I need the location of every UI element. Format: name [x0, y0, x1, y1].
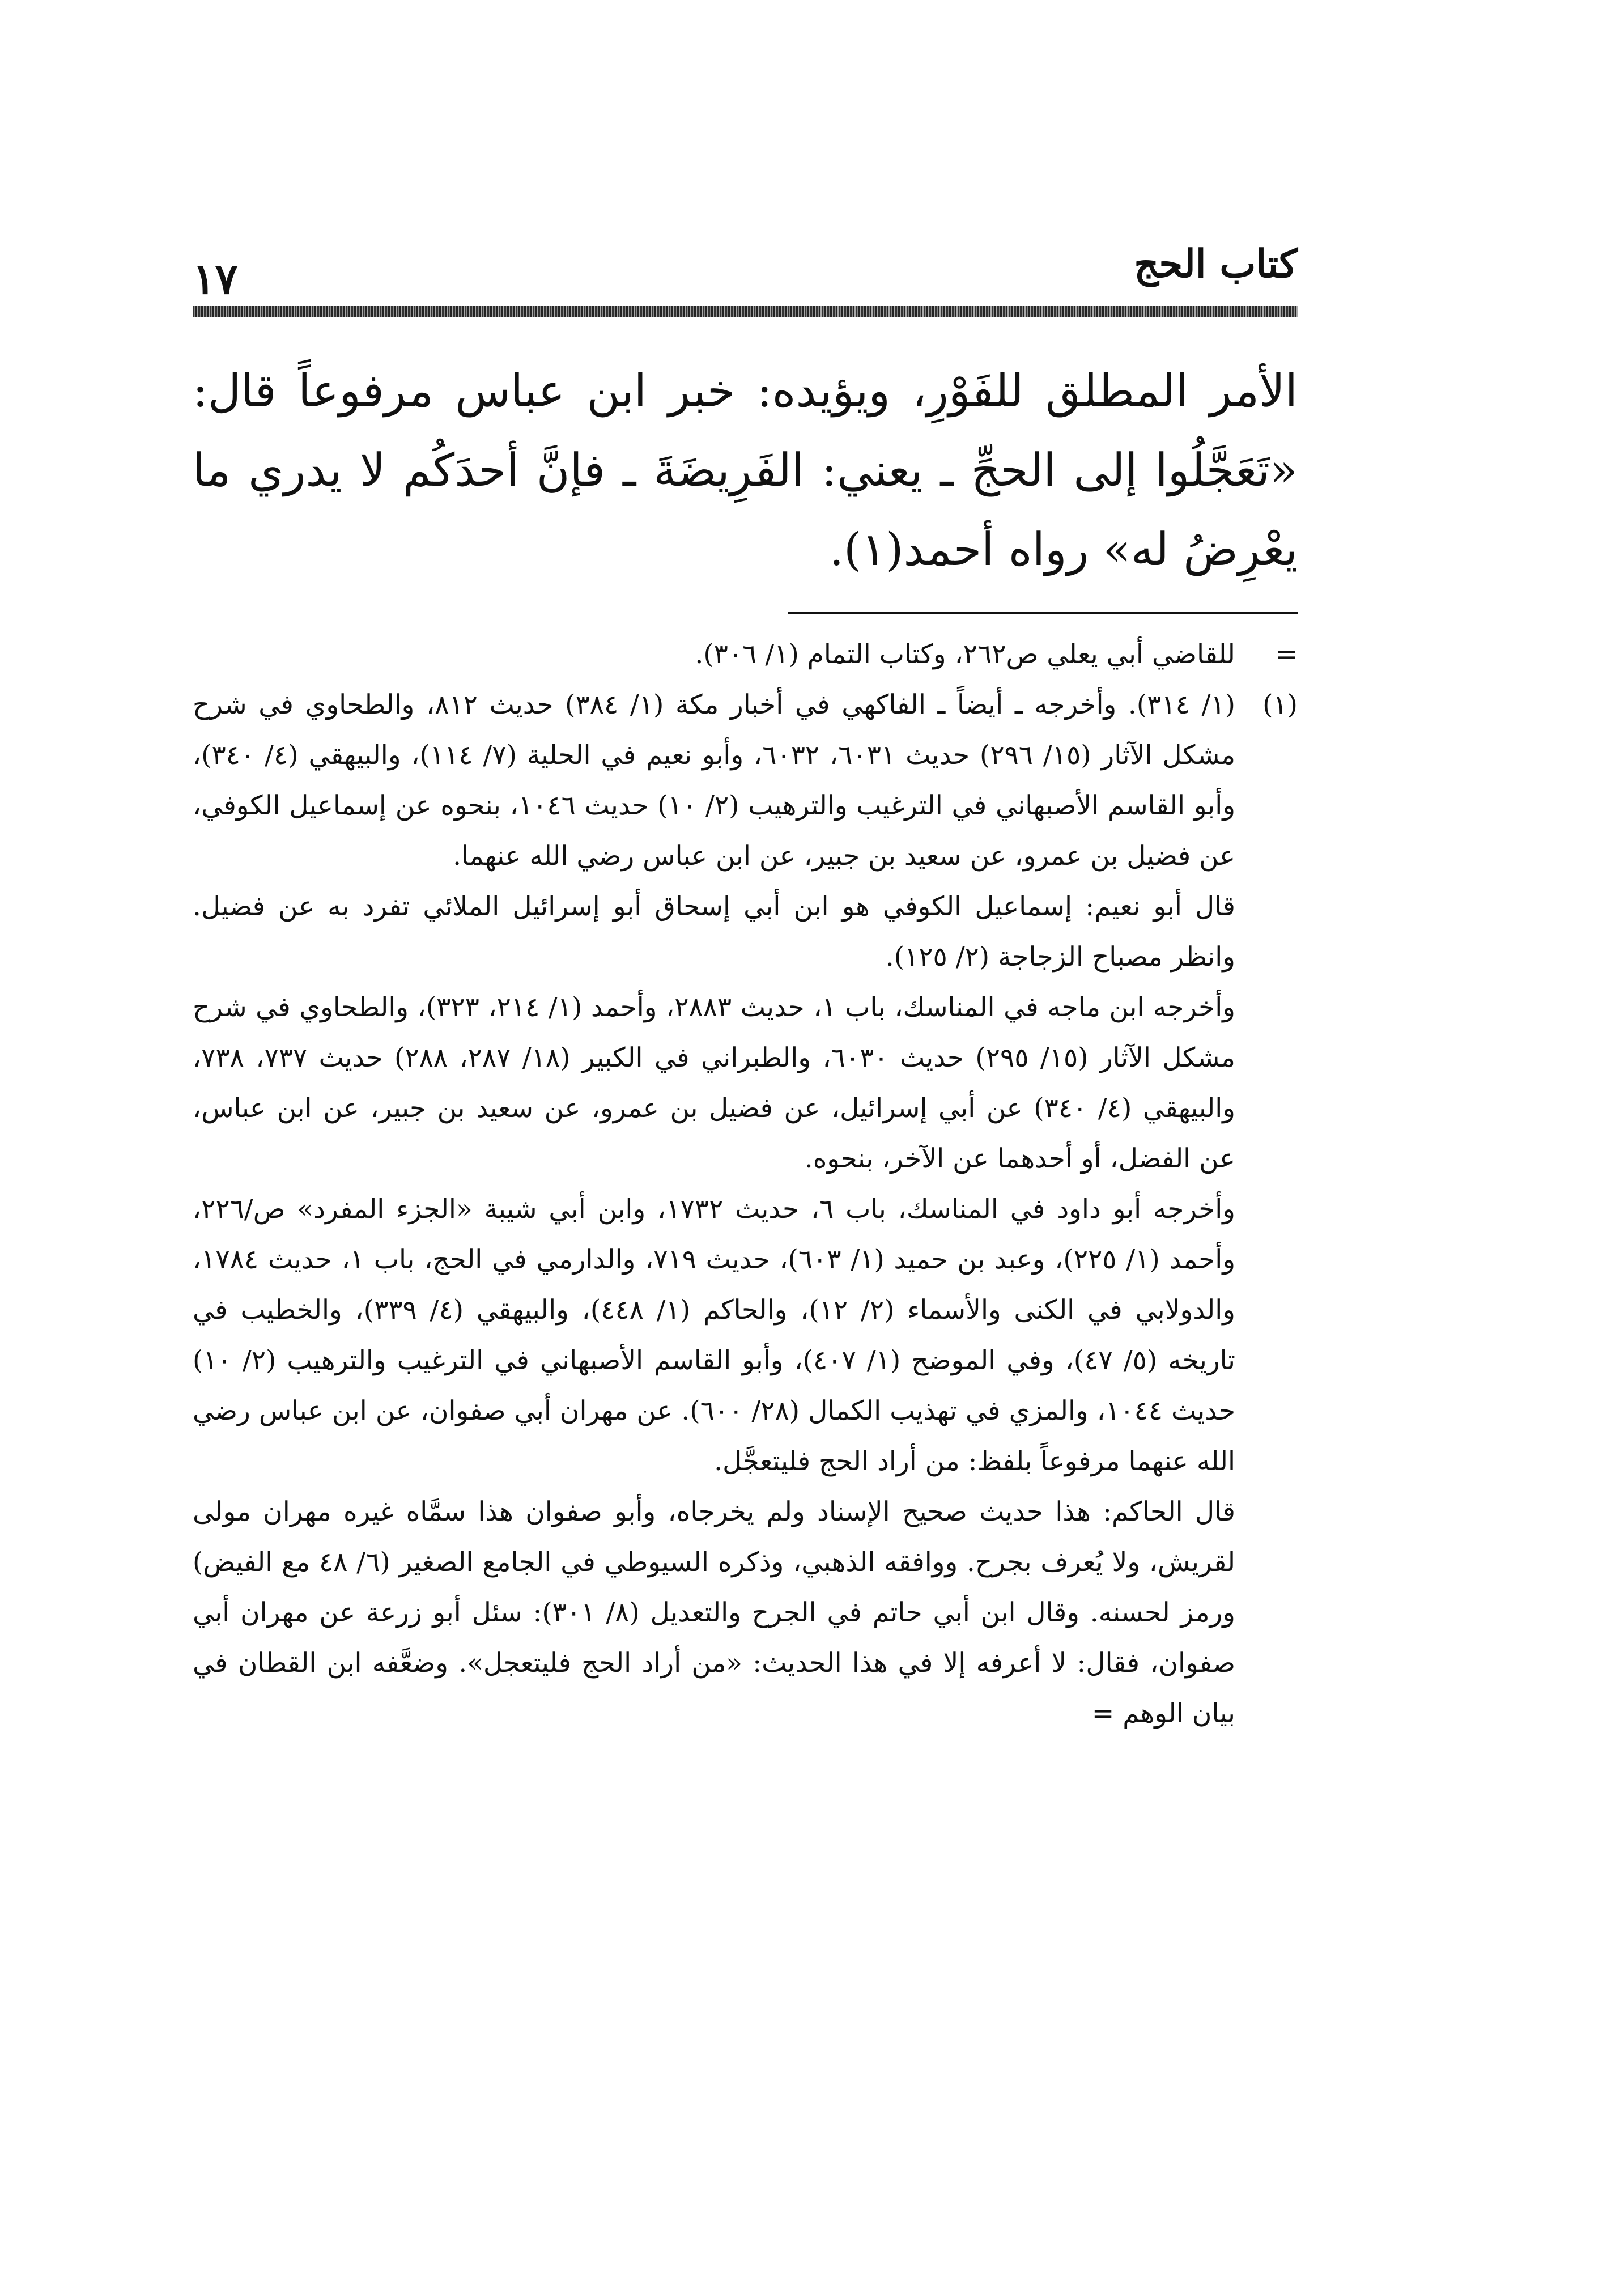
- footnote-paragraph: قال الحاكم: هذا حديث صحيح الإسناد ولم يخرجاه، وأبو صفوان هذا سمَّاه غيره مهران مولى لقريش، ولا يُعرف بجرح. ووافقه الذهبي، وذكره السيوطي في الجامع الصغير (٦/ ٤٨ مع الفيض) ورمز لحسنه. وقال ابن أبي حاتم في الجرح والتعديل (٨/ ٣٠١): سئل أبو زرعة عن مهران أبي صفوان، فقال: لا أعرفه إلا في هذا الحديث: «من أراد الحج فليتعجل». وضعَّفه ابن القطان في بيان الوهم =: [193, 1496, 1236, 1729]
- main-paragraph: الأمر المطلق للفَوْرِ، ويؤيده: خبر ابن عباس مرفوعاً قال: «تَعَجَّلُوا إلى الحجِّ ـ يعني: الفَرِيضَةَ ـ فإنَّ أحدَكُم لا يدري ما يعْرِضُ له» رواه أحمد(١).: [193, 364, 1298, 576]
- footnote-paragraph: وأخرجه أبو داود في المناسك، باب ٦، حديث ١٧٣٢، وابن أبي شيبة «الجزء المفرد» ص/٢٢٦، وأحمد (١/ ٢٢٥)، وعبد بن حميد (١/ ٦٠٣)، حديث ٧١٩، والدارمي في الحج، باب ١، حديث ١٧٨٤، والدولابي في الكنى والأسماء (٢/ ١٢)، والحاكم (١/ ٤٤٨)، والبيهقي (٤/ ٣٣٩)، والخطيب في تاريخه (٥/ ٤٧)، وفي الموضح (١/ ٤٠٧)، وأبو القاسم الأصبهاني في الترغيب والترهيب (٢/ ١٠) حديث ١٠٤٤، والمزي في تهذيب الكمال (٢٨/ ٦٠٠). عن مهران أبي صفوان، عن ابن عباس رضي الله عنهما مرفوعاً بلفظ: من أراد الحج فليتعجَّل.: [193, 1194, 1236, 1477]
- page-number: ١٧: [193, 255, 238, 304]
- footnote-continued-marker: =: [1275, 639, 1298, 670]
- footnote-continued: [193, 629, 1298, 680]
- footnote-paragraph: قال أبو نعيم: إسماعيل الكوفي هو ابن أبي إسحاق أبو إسرائيل الملائي تفرد به عن فضيل. وانظر مصباح الزجاجة (٢/ ١٢٥).: [193, 891, 1235, 973]
- main-text: [193, 351, 1298, 589]
- footnotes: [193, 629, 1298, 1739]
- footnote-1-text: (١/ ٣١٤). وأخرجه ـ أيضاً ـ الفاكهي في أخبار مكة (١/ ٣٨٤) حديث ٨١٢، والطحاوي في شرح مشكل الآثار (١٥/ ٢٩٦) حديث ٦٠٣١، ٦٠٣٢، وأبو نعيم في الحلية (٧/ ١١٤)، والبيهقي (٤/ ٣٤٠)، وأبو القاسم الأصبهاني في الترغيب والترهيب (٢/ ١٠) حديث ١٠٤٦، بنحوه عن إسماعيل الكوفي، عن فضيل بن عمرو، عن سعيد بن جبير، عن ابن عباس رضي الله عنهما.: [193, 689, 1236, 872]
- header-rule: [193, 306, 1298, 317]
- footnote-1-marker: (١): [1262, 689, 1298, 720]
- footnote-continued-text: للقاضي أبي يعلي ص٢٦٢، وكتاب التمام (١/ ٣٠٦).: [695, 639, 1235, 670]
- running-title: كتاب الحج: [1134, 241, 1298, 287]
- page-header: [193, 238, 1298, 304]
- footnote-separator: [788, 612, 1298, 614]
- footnote-paragraph: وأخرجه ابن ماجه في المناسك، باب ١، حديث ٢٨٨٣، وأحمد (١/ ٢١٤، ٣٢٣)، والطحاوي في شرح مشكل الآثار (١٥/ ٢٩٥) حديث ٦٠٣٠، والطبراني في الكبير (١٨/ ٢٨٧، ٢٨٨) حديث ٧٣٧، ٧٣٨، والبيهقي (٤/ ٣٤٠) عن أبي إسرائيل، عن فضيل بن عمرو، عن سعيد بن جبير، عن ابن عباس، عن الفضل، أو أحدهما عن الآخر، بنحوه.: [193, 992, 1235, 1174]
- footnote-1: [193, 680, 1298, 881]
